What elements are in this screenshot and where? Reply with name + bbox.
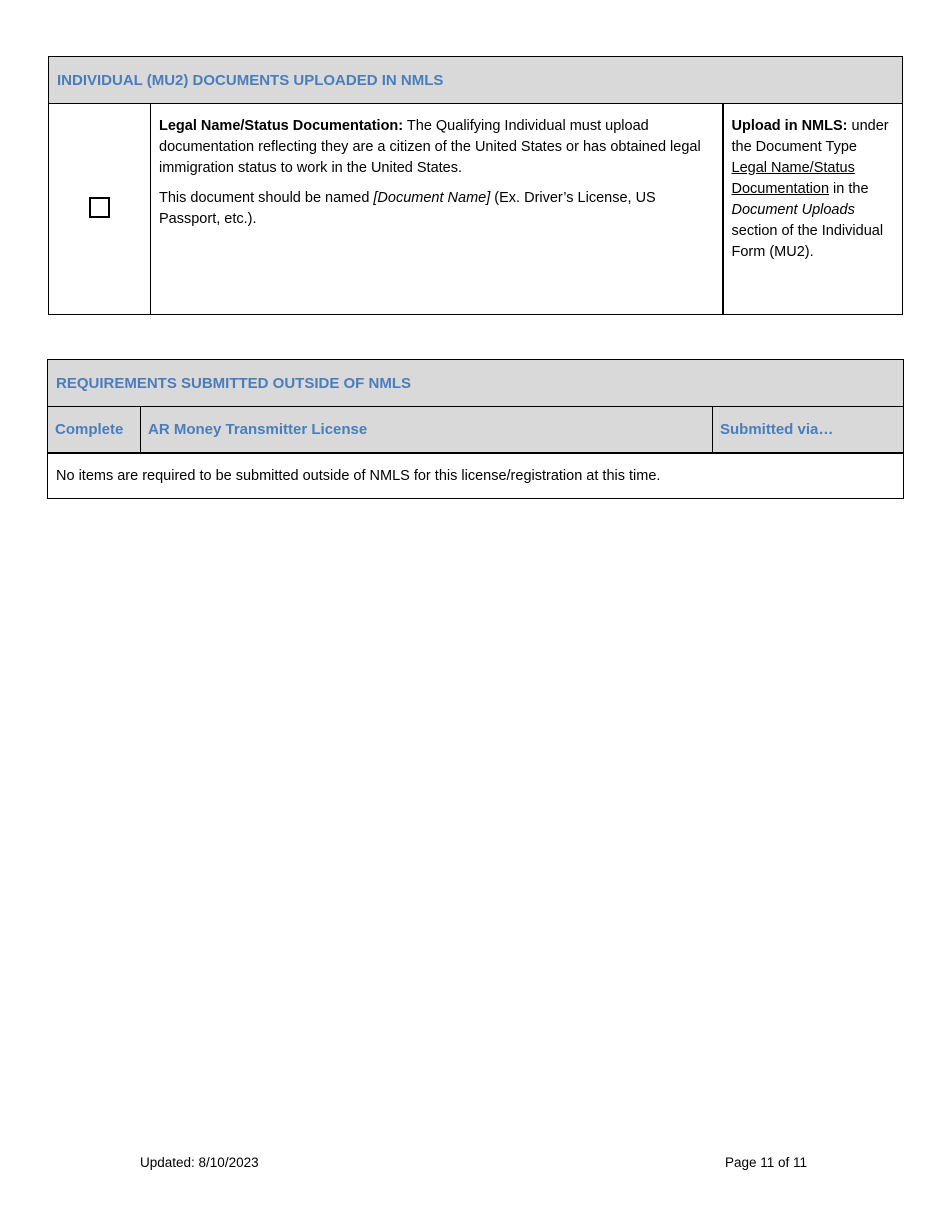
updated-date: Updated: 8/10/2023	[140, 1155, 259, 1170]
upload-text-3: section of the Individual Form (MU2).	[731, 223, 884, 260]
column-header-license: AR Money Transmitter License	[141, 407, 713, 454]
requirement-text: The Qualifying Individual must upload documentation reflecting they are a citizen of the United States or has obtained legal immigration status to work in the United States.	[159, 118, 701, 176]
column-header-submitted-via: Submitted via…	[713, 407, 904, 454]
table-row	[48, 453, 904, 499]
requirement-title: Legal Name/Status Documentation:	[159, 118, 404, 134]
table-row	[49, 104, 903, 315]
upload-text-1: under the Document Type	[731, 118, 889, 155]
section-header: INDIVIDUAL (MU2) DOCUMENTS UPLOADED IN NMLS	[49, 57, 903, 104]
checkbox-cell	[49, 104, 151, 315]
naming-prefix: This document should be named	[159, 190, 374, 206]
complete-checkbox[interactable]	[89, 197, 110, 218]
individual-documents-table	[48, 56, 903, 315]
section-header: REQUIREMENTS SUBMITTED OUTSIDE OF NMLS	[48, 360, 904, 407]
naming-suffix: (Ex. Driver’s License, US Passport, etc.).	[159, 190, 656, 227]
upload-text-2: in the	[829, 181, 869, 197]
document-name-placeholder: [Document Name]	[373, 190, 491, 206]
page-number: Page 11 of 11	[725, 1155, 808, 1170]
column-header-complete: Complete	[48, 407, 141, 454]
requirement-description	[151, 104, 723, 315]
no-items-note: No items are required to be submitted outside of NMLS for this license/registration at this time.	[48, 453, 904, 499]
outside-requirements-table	[47, 359, 904, 499]
upload-instructions	[723, 104, 903, 315]
document-uploads-section: Document Uploads	[731, 202, 855, 218]
document-type-name: Legal Name/Status Documentation	[731, 160, 855, 197]
upload-title: Upload in NMLS:	[731, 118, 848, 134]
column-header-row	[48, 407, 904, 454]
